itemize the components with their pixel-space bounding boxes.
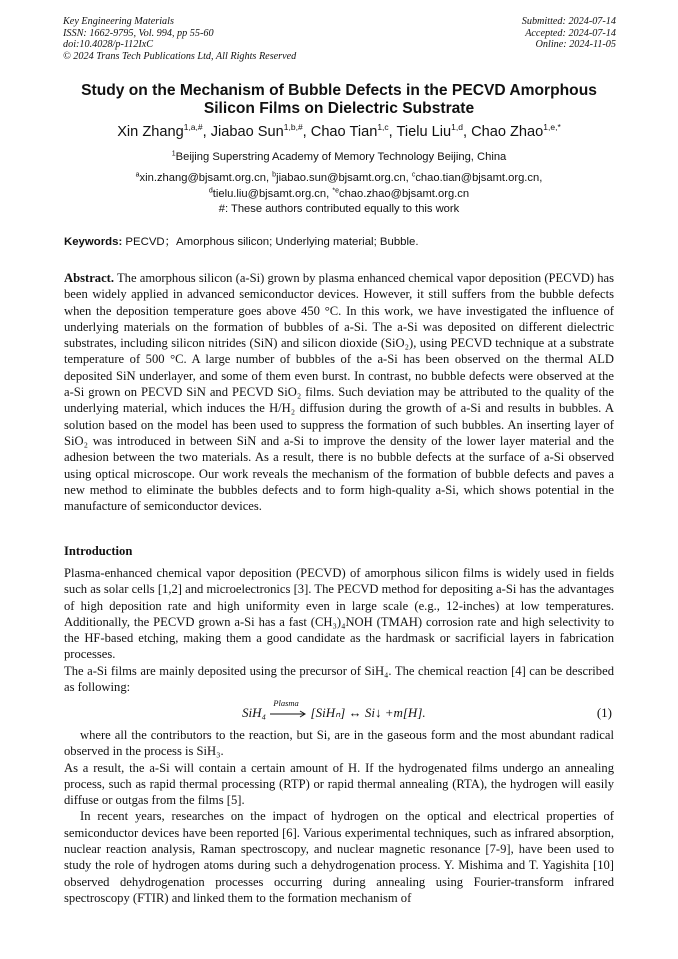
author-sup: 1,c [377, 122, 389, 133]
equation-1 [64, 699, 614, 729]
author-name: Tielu Liu [396, 124, 452, 140]
email-line-1 [30, 171, 648, 187]
introduction-part-1 [64, 565, 614, 695]
affiliation [30, 151, 648, 164]
author-sup: 1,a,# [183, 122, 203, 133]
author-sup: 1,e,* [543, 122, 561, 133]
intro-paragraph-2: The a-Si films are mainly deposited using the precursor of SiH₄. The chemical reaction [4] can be described as following: [64, 663, 614, 695]
abstract-label: Abstract. [64, 271, 115, 285]
intro-paragraph-3: where all the contributors to the reaction, but Si, are in the gaseous form and the most abundant radical observed in the process is SiH₃. [64, 728, 614, 759]
email-sup: *e [332, 186, 339, 194]
introduction-part-2 [64, 727, 614, 906]
equation-lhs: SiH₄ [242, 705, 267, 720]
abstract-text: The amorphous silicon (a-Si) grown by plasma enhanced chemical vapor deposition (PECVD) has been widely applied in advanced semiconductor devices. However, it still suffers from the bubble defects when the deposition temperature goes above 450 °C. In this work, we have investigated the influence of underlying materials on the formation of bubbles of a-Si. The a-Si was deposited on different dielectric substrates, including silicon nitrides (SiN) and silicon dioxide (SiO₂), using PECVD technique at a substrate temperature of 500 °C. A large number of bubbles of the a-Si has been observed on the thermal ALD deposited SiN underlayer, and some of them even burst. In contrast, no bubble defects were observed at the a-Si grown on PECVD SiN and PECVD SiO₂ films. Such deviation may be attributed to the quality of the underlying material, which induces the H/H₂ diffusion during the growth of a-Si and results in bubbles. A solution based on the model has been used to suppress the formation of such bubbles. An inserting layer of SiO₂ was introduced in between SiN and a-Si to improve the density of the lower layer material and the adhesion between the two materials. As a result, there is no bubble defects at the surface of a-Si observed using optical microscope. Our work reveals the mechanism of the formation of bubble defects and paves a new method to eliminate the bubbles defects and to form high-quality a-Si, which shows potential in the manufacture of semiconductor devices. [64, 271, 615, 514]
intro-paragraph-4: As a result, the a-Si will contain a certain amount of H. If the hydrogenated films undergo an annealing process, such as rapid thermal processing (RTP) or rapid thermal annealing (RTA), the hydrogen will easily diffuse or outgas from the films [5]. [64, 760, 614, 808]
equation-over: Plasma [273, 698, 299, 708]
keywords [64, 235, 419, 249]
email-sup: a [135, 171, 140, 179]
submitted-date: Submitted: 2024-07-14 [521, 16, 616, 27]
email-d[interactable]: tielu.liu@bjsamt.org.cn, [212, 187, 330, 200]
long-right-arrow-icon [269, 709, 307, 719]
equal-contribution-note: #: These authors contributed equally to this work [218, 203, 460, 215]
email-line-2 [30, 187, 648, 203]
equation-body [242, 698, 426, 721]
copyright: © 2024 Trans Tech Publications Ltd, All Rights Reserved [63, 50, 297, 62]
title-line-1: Study on the Mechanism of Bubble Defects in the PECVD Amorphous [81, 82, 597, 99]
author-name: Jiabao Sun [210, 124, 284, 140]
author-sup: 1,d [451, 122, 463, 133]
dates-header [522, 16, 616, 51]
keywords-text: PECVD；Amorphous silicon; Underlying material; Bubble. [125, 236, 419, 248]
abstract [64, 270, 614, 514]
email-e[interactable]: chao.zhao@bjsamt.org.cn [338, 187, 470, 200]
affiliation-sup: 1 [171, 150, 176, 158]
author-sup: 1,b,# [283, 122, 303, 133]
accepted-date: Accepted: 2024-07-14 [525, 27, 616, 39]
author-name: Chao Tian [310, 124, 378, 140]
email-block [30, 171, 648, 218]
email-c[interactable]: chao.tian@bjsamt.org.cn, [415, 172, 543, 184]
email-sup: c [411, 171, 416, 179]
author-list: Xin Zhang$^{1,a,\#}$, Jiabao Sun$^{1,b,\#}$, Chao Tian$^{1,c}$, Tielu Liu$^{1,d}$, Chao Zhao$^{1,e,*}$ [117, 122, 561, 140]
affiliation-text: Beijing Superstring Academy of Memory Technology Beijing, China [175, 151, 507, 163]
title-line-2: Silicon Films on Dielectric Substrate [203, 100, 475, 117]
email-a[interactable]: xin.zhang@bjsamt.org.cn, [139, 172, 270, 184]
email-sup: b [272, 171, 277, 179]
online-date: Online: 2024-11-05 [535, 39, 616, 51]
email-sup: d [208, 186, 213, 194]
issn: ISSN: 1662-9795, Vol. 994, pp 55-60 [63, 27, 214, 39]
email-b[interactable]: jiabao.sun@bjsamt.org.cn, [276, 172, 409, 184]
journal-header [63, 16, 296, 62]
author-name: Xin Zhang [117, 124, 184, 140]
journal-name: Key Engineering Materials [63, 16, 174, 27]
intro-paragraph-1: Plasma-enhanced chemical vapor deposition (PECVD) of amorphous silicon films is widely used in fields such as solar cells [1,2] and microelectronics [3]. The PECVD method for depositing a-Si has the advantages of high deposition rate and high uniformity even in large scale (e.g., 12-inches) at low temperatures. Additionally, the PECVD grown a-Si has a fast (CH₃)₄NOH (TMAH) corrosion rate and high selectivity to the HF-based etching, making them a good candidate as the hardmask or sacrificial layers in fabrication processes. [64, 566, 614, 662]
paper-title [40, 82, 638, 118]
doi: doi:10.4028/p-112IxC [63, 39, 154, 51]
introduction-heading: Introduction [64, 544, 133, 558]
equation-number: (1) [596, 705, 612, 720]
equation-arrow [269, 698, 307, 721]
author-name: Chao Zhao [471, 124, 544, 140]
keywords-label: Keywords: [64, 236, 123, 248]
equation-rhs: Si↓ +m[H]. [364, 705, 426, 720]
equation-mid: [SiHₙ] ↔ [310, 705, 362, 720]
intro-paragraph-5: In recent years, researches on the impact of hydrogen on the optical and electrical properties of semiconductor devices have been reported [6]. Various experimental techniques, such as infrared absorption, nuclear reaction analysis, Raman spectroscopy, and nuclear magnetic resonance [7-9], have been used to study the role of hydrogen atoms during such a dehydrogenation process. Y. Mishima and T. Yagishita [10] observed dehydrogenation processes occurring during annealing using Fourier-transform infrared spectroscopy (FTIR) and linked them to the formation mechanism of [64, 809, 614, 905]
